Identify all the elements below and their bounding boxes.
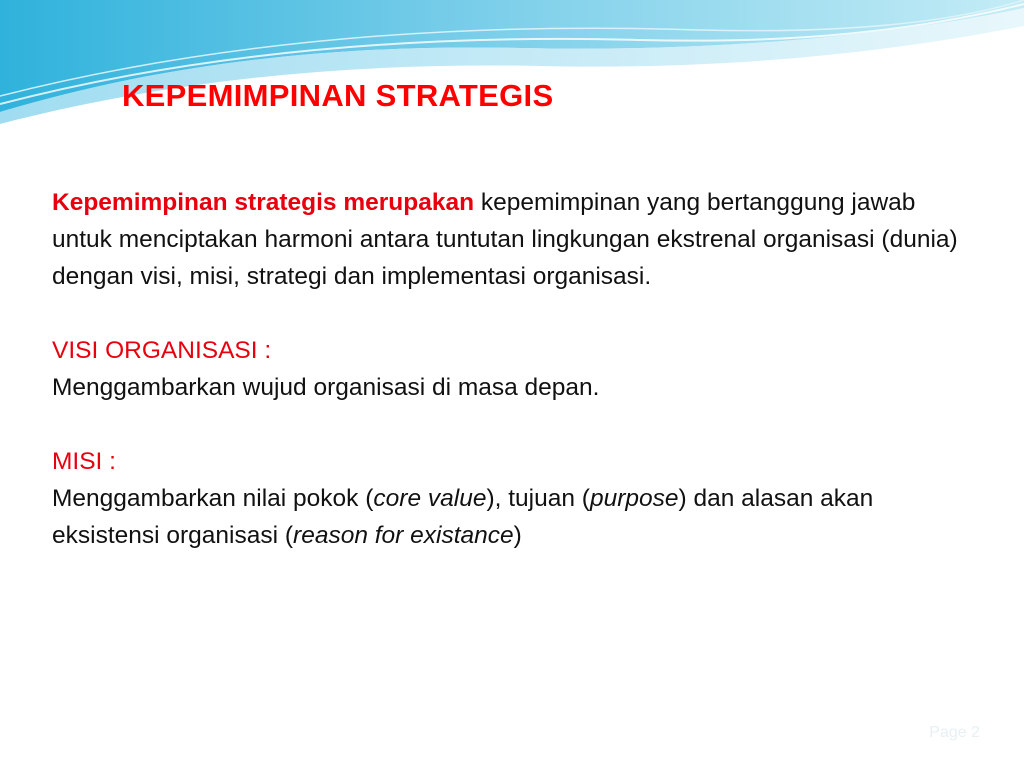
misi-text-part: ) dan alasan akan eksistensi organisasi (	[52, 485, 874, 549]
misi-paragraph	[52, 480, 972, 554]
page-number-label: Page 2	[929, 724, 980, 741]
visi-heading: VISI ORGANISASI :	[52, 337, 272, 364]
misi-text-part: Menggambarkan nilai pokok (	[52, 485, 374, 512]
definition-first-line: kepemimpinan yang	[474, 189, 701, 216]
misi-term-core-value: core value	[373, 485, 487, 512]
misi-heading: MISI :	[52, 448, 116, 475]
definition-lead: Kepemimpinan strategis merupakan	[52, 189, 475, 216]
misi-term-purpose: purpose	[589, 485, 679, 512]
spacer	[52, 295, 972, 332]
definition-text: bertanggung jawab untuk menciptakan harmoni antara tuntutan lingkungan ekstrenal organisasi (dunia) dengan visi, misi, strategi dan implementasi organisasi.	[52, 189, 958, 290]
slide-title: KEPEMIMPINAN STRATEGIS	[122, 78, 554, 113]
spacer	[52, 406, 972, 443]
misi-text-part: )	[513, 522, 522, 549]
definition-paragraph	[52, 184, 972, 295]
misi-term-reason: reason for existance	[293, 522, 514, 549]
visi-text: Menggambarkan wujud organisasi di masa depan.	[52, 374, 600, 401]
misi-text-part: ), tujuan (	[486, 485, 590, 512]
slide-body	[52, 184, 972, 554]
